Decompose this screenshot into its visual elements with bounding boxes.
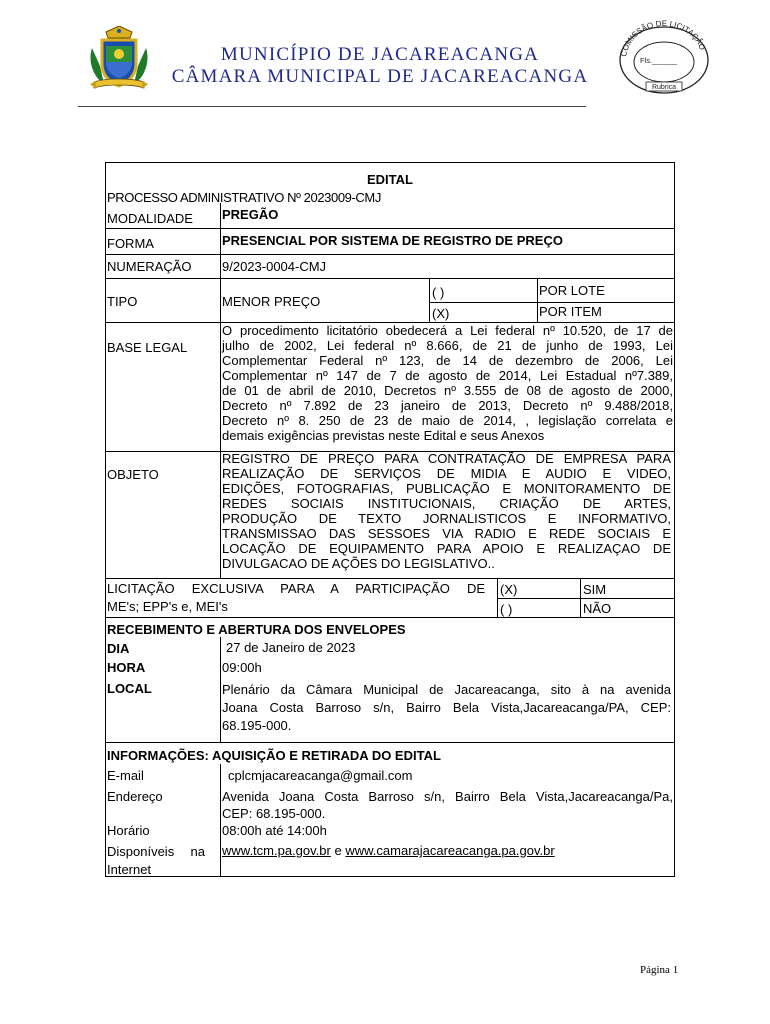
exclusiva-line2: ME's; EPP's e, MEI's: [107, 599, 228, 614]
objeto-line: REALIZAÇÃO DE SERVIÇOS DE MIDIA E AUDIO E VIDEO,: [222, 466, 671, 481]
numeracao-value: 9/2023-0004-CMJ: [222, 259, 327, 274]
base-legal-line: O procedimento licitatório obedecerá a Lei federal nº 10.520, de 17 de: [222, 323, 673, 338]
link-separator: e: [334, 843, 342, 858]
endereco-line1: Avenida Joana Costa Barroso s/n, Bairro Bela Vista,Jacareacanga/Pa,: [222, 789, 673, 804]
objeto-line: EDIÇÕES, FOTOGRAFIAS, PUBLICAÇÃO E MONITORAMENTO DE: [222, 481, 671, 496]
forma-value: PRESENCIAL POR SISTEMA DE REGISTRO DE PREÇO: [222, 233, 563, 248]
modalidade-value: PREGÃO: [222, 207, 279, 222]
local-text: [222, 681, 671, 735]
tipo-item-checkbox: (X): [432, 306, 450, 321]
objeto-line: REDES SOCIAIS INSTITUCIONAIS, CRIAÇÃO DE ARTES,: [222, 496, 671, 511]
exclusiva-sim-checkbox: (X): [500, 582, 518, 597]
informacoes-heading: INFORMAÇÕES: AQUISIÇÃO E RETIRADA DO EDITAL: [107, 748, 441, 763]
horario-label: Horário: [107, 823, 150, 838]
tipo-lote-label: POR LOTE: [539, 283, 605, 298]
base-legal-line: julho de 2002, Lei federal nº 8.666, de 21 de junho de 1993, Lei: [222, 338, 673, 353]
local-line: Joana Costa Barroso s/n, Bairro Bela Vista,Jacareacanga/PA, CEP:: [222, 700, 671, 715]
licitacao-stamp: [616, 16, 712, 94]
objeto-line: LOCAÇÃO DE EQUIPAMENTO PARA APOIO E REALIZAÇAO DE: [222, 541, 671, 556]
objeto-text: [222, 451, 671, 571]
tcm-link[interactable]: www.tcm.pa.gov.br: [222, 843, 331, 858]
dia-value: 27 de Janeiro de 2023: [226, 640, 356, 655]
hora-value: 09:00h: [222, 660, 262, 675]
local-line: 68.195-000.: [222, 718, 292, 733]
numeracao-label: NUMERAÇÃO: [107, 259, 192, 274]
local-label: LOCAL: [107, 681, 152, 696]
exclusiva-nao-label: NÃO: [583, 601, 612, 616]
disponiveis-label-line1: Disponíveis na: [107, 844, 205, 859]
horario-value: 08:00h até 14:00h: [222, 823, 327, 838]
tipo-item-label: POR ITEM: [539, 304, 602, 319]
forma-label: FORMA: [107, 236, 154, 251]
exclusiva-line1: LICITAÇÃO EXCLUSIVA PARA A PARTICIPAÇÃO DE: [107, 581, 485, 596]
header-municipio: MUNICÍPIO DE JACAREACANGA: [220, 44, 540, 65]
dia-label: DIA: [107, 641, 130, 656]
tipo-lote-checkbox: ( ): [432, 285, 445, 300]
processo-line: PROCESSO ADMINISTRATIVO Nº 2023009-CMJ: [107, 190, 381, 205]
modalidade-label: MODALIDADE: [107, 211, 193, 226]
objeto-label: OBJETO: [107, 467, 159, 482]
header-camara: CÂMARA MUNICIPAL DE JACAREACANGA: [171, 66, 589, 87]
tipo-label: TIPO: [107, 294, 138, 309]
coat-of-arms-logo: [86, 26, 152, 92]
edital-title: EDITAL: [367, 172, 413, 187]
tipo-value: MENOR PREÇO: [222, 294, 321, 309]
endereco-label: Endereço: [107, 789, 163, 804]
page-number: Página 1: [640, 964, 679, 976]
objeto-line: PRODUÇÃO DE TEXTO JORNALISTICOS E INFORMATIVO,: [222, 511, 671, 526]
svg-text:COMISSÃO DE LICITAÇÃO: [619, 19, 707, 57]
objeto-line: DIVULGACAO DE AÇÕES DO LEGISLATIVO..: [222, 556, 495, 571]
base-legal-line: demais exigências previstas neste Edital e seus Anexos: [222, 428, 545, 443]
disponiveis-label-line2: Internet: [107, 862, 152, 877]
hora-label: HORA: [107, 660, 146, 675]
local-line: Plenário da Câmara Municipal de Jacareacanga, sito à na avenida: [222, 682, 671, 697]
base-legal-line: de 01 de abril de 2010, Decretos nº 3.555 de 08 de agosto de 2000,: [222, 383, 673, 398]
base-legal-line: Complementar nº 147 de 7 de agosto de 2014, Lei Estadual nº7.389,: [222, 368, 673, 383]
exclusiva-sim-label: SIM: [583, 582, 607, 597]
base-legal-label: BASE LEGAL: [107, 340, 188, 355]
recebimento-heading: RECEBIMENTO E ABERTURA DOS ENVELOPES: [107, 622, 406, 637]
stamp-fls: Fls.______: [640, 56, 678, 65]
stamp-rubrica: Rubrica: [651, 84, 677, 91]
base-legal-text: [222, 323, 673, 443]
base-legal-line: Complementar Federal nº 123, de 14 de dezembro de 2006, Lei: [222, 353, 673, 368]
objeto-line: REGISTRO DE PREÇO PARA CONTRATAÇÃO DE EMPRESA PARA: [222, 451, 671, 466]
email-value[interactable]: cplcmjacareacanga@gmail.com: [228, 768, 413, 783]
exclusiva-nao-checkbox: ( ): [500, 602, 513, 617]
stamp-arc-text: COMISSÃO DE LICITAÇÃO: [619, 18, 708, 58]
base-legal-line: Decreto nº 7.892 de 23 janeiro de 2013, Decreto nº 9.488/2018,: [222, 398, 673, 413]
base-legal-line: Decreto nº 8. 250 de 23 de maio de 2014, , legislação correlata e: [222, 413, 673, 428]
header-rule: [78, 106, 586, 107]
endereco-line2: CEP: 68.195-000.: [222, 806, 326, 821]
objeto-line: TRANSMISSAO DAS SESSOES VIA RADIO E REDE SOCIAIS E: [222, 526, 671, 541]
camara-link[interactable]: www.camarajacareacanga.pa.gov.br: [345, 843, 555, 858]
email-label: E-mail: [107, 768, 144, 783]
